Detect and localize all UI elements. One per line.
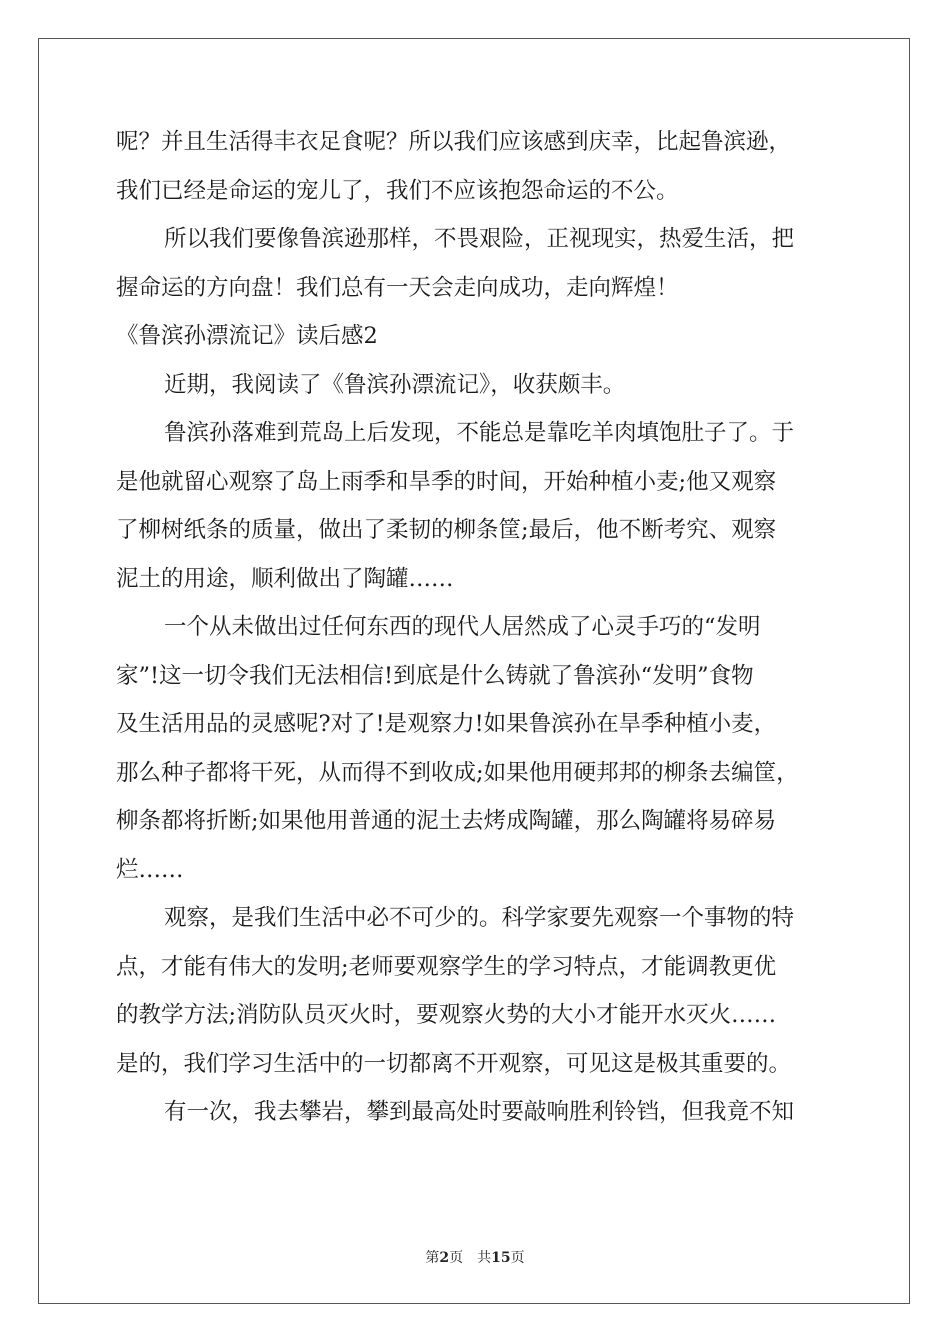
page-number: 2 <box>439 1250 450 1266</box>
paragraph-line: 是的，我们学习生活中的一切都离不开观察，可见这是极其重要的。 <box>116 1050 792 1077</box>
paragraph-line: 呢？并且生活得丰衣足食呢？所以我们应该感到庆幸，比起鲁滨逊， <box>116 129 792 155</box>
total-prefix: 共 <box>477 1250 492 1266</box>
paragraph-line: 有一次，我去攀岩，攀到最高处时要敲响胜利铃铛，但我竟不知 <box>164 1099 795 1125</box>
paragraph-line: 的教学方法;消防队员灭火时，要观察火势的大小才能开水灭火…… <box>116 1002 777 1028</box>
paragraph-line: 点，才能有伟大的发明;老师要观察学生的学习特点，才能调教更优 <box>116 953 777 980</box>
page-footer <box>0 1247 950 1267</box>
document-body <box>116 126 836 1145</box>
paragraph-line: 柳条都将折断;如果他用普通的泥土去烤成陶罐，那么陶罐将易碎易 <box>116 808 777 834</box>
paragraph-line: 了柳树纸条的质量，做出了柔韧的柳条筐;最后，他不断考究、观察 <box>116 517 777 543</box>
total-suffix: 页 <box>510 1250 525 1266</box>
paragraph-line: 泥土的用途，顺利做出了陶罐…… <box>116 565 454 592</box>
section-heading: 《鲁滨孙漂流记》读后感2 <box>116 323 378 349</box>
page-suffix: 页 <box>449 1250 464 1266</box>
total-pages: 15 <box>491 1250 511 1266</box>
paragraph-line: 鲁滨孙落难到荒岛上后发现，不能总是靠吃羊肉填饱肚子了。于 <box>164 420 795 446</box>
paragraph-line: 是他就留心观察了岛上雨季和旱季的时间，开始种植小麦;他又观察 <box>116 468 777 495</box>
paragraph-line: 所以我们要像鲁滨逊那样，不畏艰险，正视现实，热爱生活，把 <box>164 226 795 252</box>
paragraph-line: 我们已经是命运的宠儿了，我们不应该抱怨命运的不公。 <box>116 177 679 204</box>
paragraph-line: 近期，我阅读了《鲁滨孙漂流记》，收获颇丰。 <box>164 371 626 398</box>
paragraph-line: 握命运的方向盘！我们总有一天会走向成功，走向辉煌！ <box>116 274 679 301</box>
paragraph-line: 烂…… <box>116 856 184 883</box>
page-prefix: 第 <box>425 1250 440 1266</box>
paragraph-line: 及生活用品的灵感呢?对了!是观察力!如果鲁滨孙在旱季种植小麦， <box>116 711 777 737</box>
paragraph-line: 观察，是我们生活中必不可少的。科学家要先观察一个事物的特 <box>164 905 795 931</box>
paragraph-line: 一个从未做出过任何东西的现代人居然成了心灵手巧的“发明 <box>164 614 761 640</box>
paragraph-line: 家”!这一切令我们无法相信!到底是什么铸就了鲁滨孙“发明”食物 <box>116 662 754 689</box>
paragraph-line: 那么种子都将干死，从而得不到收成;如果他用硬邦邦的柳条去编筐， <box>116 759 799 786</box>
